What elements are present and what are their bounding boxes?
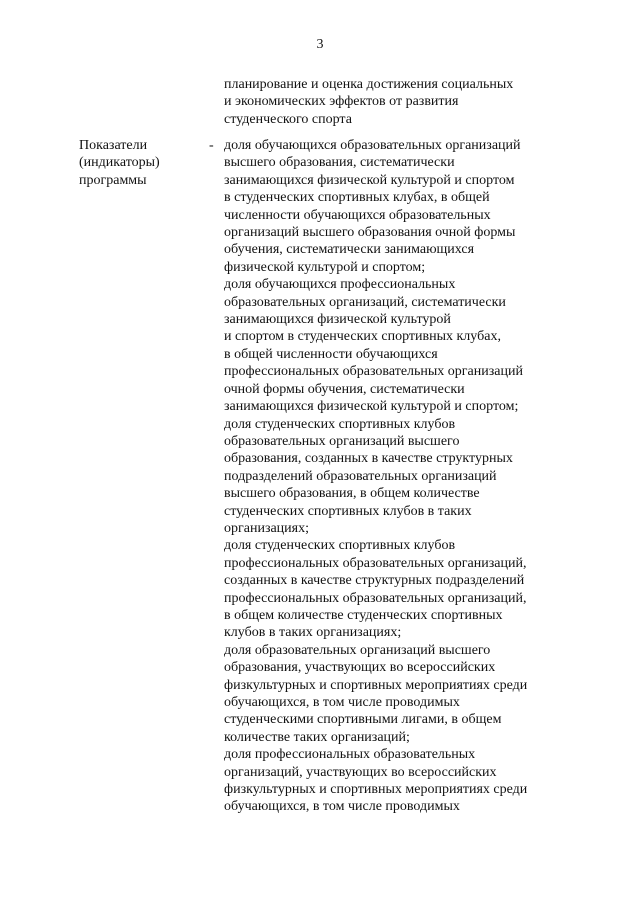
intro-paragraph: планирование и оценка достижения социальных и экономических эффектов от развития студенческого спорта (224, 77, 514, 127)
section-dash: - (209, 138, 214, 153)
indicators-text: доля обучающихся образовательных организаций высшего образования, систематически занимающихся физической культурой и спортом в студенческих спортивных клубах, в общей численности обучающихся образовательных организаций высшего образования очной формы обучения, систематически занимающихся физической культурой и спортом; доля обучающихся профессиональных образовательных организаций, систематически занимающихся физической культурой и спортом в студенческих спортивных клубах, в общей численности обучающихся профессиональных образовательных организаций очной формы обучения, систематически занимающихся физической культурой и спортом; доля студенческих спортивных клубов образовательных организаций высшего образования, созданных в качестве структурных подразделений образовательных организаций высшего образования, в общем количестве студенческих спортивных клубов в таких организациях; доля студенческих спортивных клубов профессиональных образовательных организаций, созданных в качестве структурных подразделений профессиональных образовательных организаций, в общем количестве студенческих спортивных клубов в таких организациях; доля образовательных организаций высшего образования, участвующих во всероссийских физкультурных и спортивных мероприятиях среди обучающихся, в том числе проводимых студенческими спортивными лигами, в общем количестве таких организаций; доля профессиональных образовательных организаций, участвующих во всероссийских физкультурных и спортивных мероприятиях среди обучающихся, в том числе проводимых (224, 138, 528, 815)
section-label: Показатели (индикаторы) программы (79, 138, 160, 188)
page-number: 3 (316, 37, 324, 52)
